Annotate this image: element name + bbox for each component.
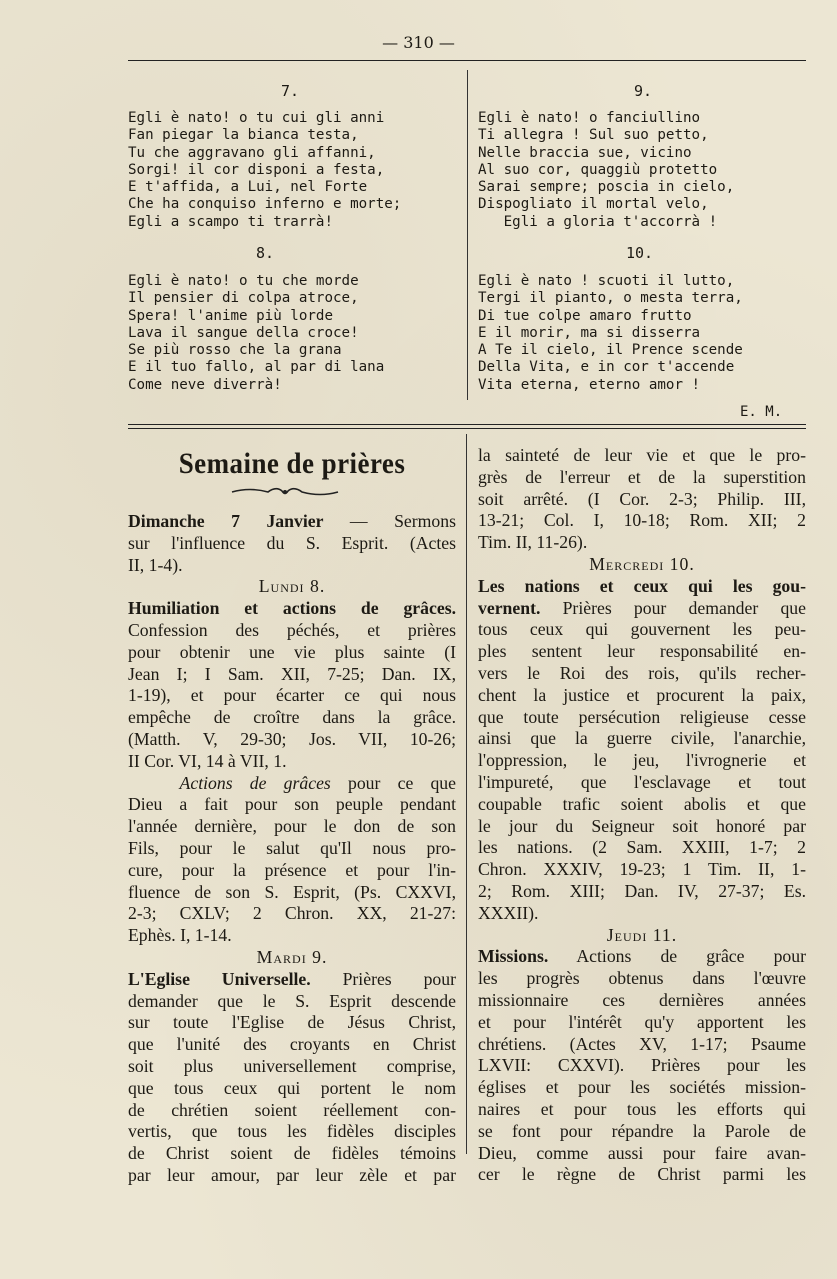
stanza-number-8: 8. [256,244,275,262]
poem-line: Egli è nato! o tu che morde [128,273,359,289]
stanza-8 [128,273,384,394]
tuesday-heading: Mardi 9. [256,946,328,967]
poem-line: Egli a gloria t'accorrà ! [478,213,718,230]
text-line: que tous ceux qui portent le nom [128,1077,456,1098]
text-line: vers le Roi des rois, qu'ils recher- [478,662,806,683]
text-line: missionnaire ces dernières années [478,989,806,1010]
text-line: LXVII: CXXVI). Prières pour les [478,1055,806,1076]
poem-line: Sorgi! il cor disponi a festa, [128,161,385,178]
poem-line: Della Vita, e in cor t'accende [478,359,735,376]
poem-line: Dispogliato il mortal velo, [478,196,709,213]
poem-line: E il tuo fallo, al par di lana [128,359,385,376]
stanza-7 [128,110,401,231]
text-line: tous ceux qui gouvernent les peu- [478,619,806,640]
poem-line: Ti allegra ! Sul suo petto, [478,127,709,144]
tuesday-body [128,991,456,1187]
poem-column-divider [467,70,468,400]
poem-line: Il pensier di colpa atroce, [128,290,359,307]
stanza-number-7: 7. [281,82,300,100]
text-line: Chron. XXXIV, 19-23; 1 Tim. II, 1- [478,859,806,880]
text-line: l'impureté, que l'esclavage et tout [478,771,806,792]
text-line: XXXII). [478,902,539,923]
sunday-label: Dimanche 7 Janvier — Sermons [128,511,456,531]
poem-line: Egli a scampo ti trarrà! [128,213,333,230]
ornament-flourish [230,484,340,500]
text-line: soit arrêté. (I Cor. 2-3; Philip. III, [478,488,806,509]
text-line: par leur amour, par leur zèle et par [128,1164,456,1185]
poem-line: Nelle braccia sue, vicino [478,144,692,161]
thanks-body [128,794,456,947]
poem-line: Al suo cor, quaggiù protetto [478,161,718,178]
text-line: et pour l'intérêt qu'y apportent les [478,1011,806,1032]
text-line: fluence de son S. Esprit, (Ps. CXXVI, [128,881,456,902]
text-line: de chrétien soient réellement con- [128,1099,456,1120]
text-line: de Christ soient de fidèles témoins [128,1143,456,1164]
poem-line: Egli è nato! o tu cui gli anni [128,110,385,126]
poem-line: Egli è nato ! scuoti il lutto, [478,273,735,289]
monday-body [128,620,456,773]
stanza-9 [478,110,734,231]
text-line: grès de l'erreur et de la superstition [478,466,806,487]
text-line: pour obtenir une vie plus sainte (I [128,641,456,662]
thanks-first-line: Actions de grâces pour ce que [179,772,457,793]
thursday-body [478,968,806,1186]
text-line: cer le règne de Christ parmi les [478,1164,806,1185]
poem-line: Di tue colpe amaro frutto [478,307,692,324]
section-rule-2 [128,428,806,429]
text-line: Jean I; I Sam. XII, 7-25; Dan. IX, [128,663,456,684]
text-line: Dieu a fait pour son peuple pendant [128,794,456,815]
text-line: se font pour répandre la Parole de [478,1120,806,1141]
poem-line: Tergi il pianto, o mesta terra, [478,290,743,307]
article-title: Semaine de prières [178,447,406,480]
continuation-body [478,445,806,554]
section-rule-1 [128,424,806,425]
text-line: ainsi que la guerre civile, l'anarchie, [478,728,806,749]
poem-line: Lava il sangue della croce! [128,324,359,341]
text-line: le jour du Seigneur soit honoré par [478,815,806,836]
poem-line: Che ha conquiso inferno e morte; [128,196,402,213]
page-number: — 310 — [382,33,455,52]
poem-line: Fan piegar la bianca testa, [128,127,359,144]
thursday-first-line: Missions. Actions de grâce pour [478,946,806,967]
text-line: ples sentent leur responsabilité en- [478,641,806,662]
wednesday-first-line: vernent. Prières pour demander que [478,597,806,618]
text-line: 2; Rom. XIII; Dan. IV, 27-37; Es. [478,880,806,901]
text-line: demander que le S. Esprit descende [128,990,456,1011]
text-line: cure, pour la présence et pour l'in- [128,859,456,880]
text-line: églises et pour les sociétés mission- [478,1077,806,1098]
stanza-number-10: 10. [626,244,654,262]
text-line: les progrès obtenus dans l'œuvre [478,968,806,989]
text-line: soit plus universellement comprise, [128,1055,456,1076]
text-line: l'année dernière, pour le don de son [128,816,456,837]
text-line: empêche de croître dans la grâce. [128,707,456,728]
thursday-heading: Jeudi 11. [606,924,678,945]
stanza-number-9: 9. [634,82,653,100]
text-line: les nations. (2 Sam. XXIII, 1-7; 2 [478,837,806,858]
poem-line: Come neve diverrà! [128,376,282,393]
text-line: chrétiens. (Actes XV, 1-17; Psaume [478,1033,806,1054]
article-column-divider [466,434,467,1154]
monday-heading: Lundi 8. [258,576,326,597]
text-line: 1-19), et pour écarter ce qui nous [128,685,456,706]
text-line: l'oppression, le jeu, l'ivrognerie et [478,750,806,771]
text-line: la sainteté de leur vie et que le pro- [478,445,806,465]
top-rule [128,60,806,61]
text-line: Ephès. I, 1-14. [128,925,232,946]
sunday-line: sur l'influence du S. Esprit. (Actes [128,532,456,553]
tuesday-first-line: L'Eglise Universelle. Prières pour [128,968,456,989]
text-line: Confession des péchés, et prières [128,619,456,640]
poem-line: Se più rosso che la grana [128,342,342,359]
text-line: que l'unité des croyants en Christ [128,1034,456,1055]
wednesday-body [478,619,806,924]
text-line: vertis, que tous les fidèles disciples [128,1121,456,1142]
text-line: 2-3; CXLV; 2 Chron. XX, 21-27: [128,903,456,924]
sunday-line: II, 1-4). [128,554,183,575]
monday-title: Humiliation et actions de grâces. [128,598,456,619]
poem-line: E t'affida, a Lui, nel Forte [128,179,368,196]
text-line: Fils, pour le salut qu'Il nous pro- [128,837,456,858]
article-left-column [128,511,456,1187]
text-line: Dieu, comme aussi pour faire avan- [478,1142,806,1163]
poem-line: Spera! l'anime più lorde [128,307,333,324]
text-line: 13-21; Col. I, 10-18; Rom. XII; 2 [478,510,806,531]
poem-line: Egli è nato! o fanciullino [478,110,701,126]
wednesday-heading: Mercredi 10. [589,553,695,574]
poem-line: E il morir, ma si disserra [478,324,701,341]
text-line: que toute persécution religieuse cesse [478,706,806,727]
stanza-10 [478,273,743,394]
text-line: chent la justice et procurent la paix, [478,684,806,705]
text-line: (Matth. V, 29-30; Jos. VII, 10-26; [128,728,456,749]
poem-signature: E. M. [740,404,783,420]
poem-line: Vita eterna, eterno amor ! [478,376,701,393]
poem-line: Tu che aggravano gli affanni, [128,144,376,161]
text-line: II Cor. VI, 14 à VII, 1. [128,750,287,771]
text-line: Tim. II, 11-26). [478,532,588,553]
text-line: coupable trafic soient abolis et que [478,793,806,814]
text-line: sur toute l'Eglise de Jésus Christ, [128,1012,456,1033]
wednesday-title: Les nations et ceux qui les gou- [478,575,806,596]
poem-line: A Te il cielo, il Prence scende [478,342,743,359]
poem-line: Sarai sempre; poscia in cielo, [478,179,735,196]
text-line: naires et pour tous les efforts qui [478,1098,806,1119]
article-right-column [478,445,806,1186]
